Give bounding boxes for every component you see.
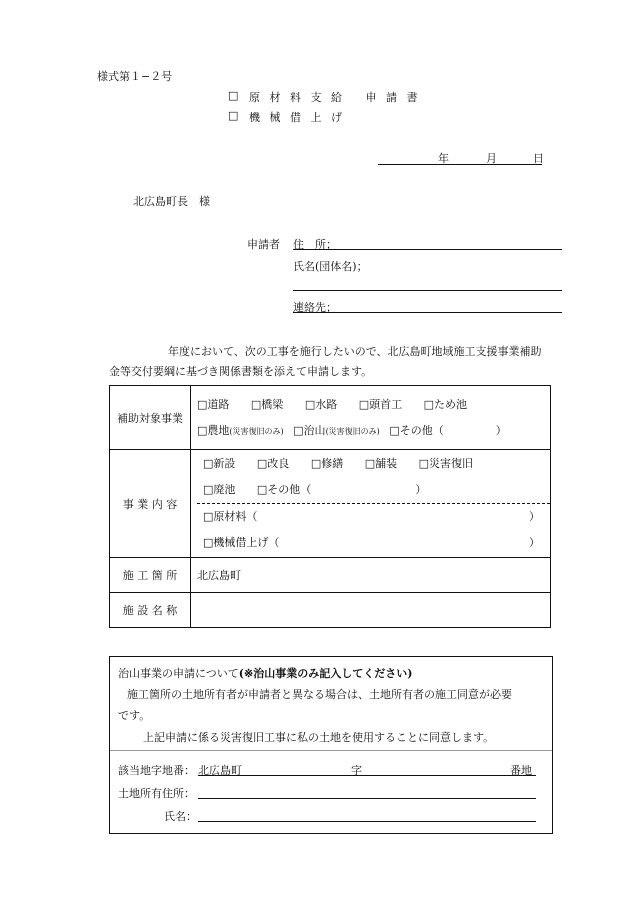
checkbox-content-other[interactable]: □その他（	[256, 483, 312, 496]
machinery-close: ）	[529, 536, 540, 549]
owner-address-label: 土地所有住所：	[118, 787, 195, 800]
addressee: 北広島町長 様	[133, 195, 210, 208]
checkbox-repair[interactable]: □修繕	[310, 457, 344, 470]
address-field[interactable]	[293, 236, 562, 250]
date-day: 日	[533, 152, 544, 165]
owner-name-label: 氏名：	[164, 810, 197, 823]
lot-label: 該当地字地番：	[118, 764, 195, 777]
subsidy-row1	[197, 392, 550, 418]
checkbox-pave[interactable]: □舗装	[364, 457, 398, 470]
checkbox-forest[interactable]: □治山	[293, 423, 326, 437]
checkbox-waterway[interactable]: □水路	[304, 397, 338, 411]
facility-value[interactable]	[191, 593, 551, 628]
content-other-close: ）	[415, 483, 427, 496]
forest-note: (災害復旧のみ)	[325, 426, 380, 436]
machinery-row	[197, 530, 550, 556]
applicant-label: 申請者	[247, 238, 280, 251]
content-label: 事 業 内 容	[110, 450, 191, 558]
location-value[interactable]: 北広島町	[191, 558, 551, 593]
materials-row	[197, 504, 550, 530]
mountain-heading-note: (※治山事業のみ記入してください)	[238, 667, 413, 680]
subsidy-options	[191, 386, 551, 450]
location-label: 施 工 箇 所	[110, 558, 191, 593]
date-year: 年	[438, 152, 449, 165]
forest-consent-box	[109, 656, 553, 834]
subsidy-row2	[197, 418, 550, 444]
contact-label: 連絡先；	[293, 301, 337, 314]
checkbox-headworks[interactable]: □頭首工	[358, 397, 403, 411]
facility-label: 施 設 名 称	[110, 593, 191, 628]
mountain-heading	[118, 665, 412, 681]
lot-banchi: 番地	[510, 764, 532, 777]
owner-address-field[interactable]	[198, 785, 536, 799]
intro-line1: 年度において、次の工事を施行したいので、北広島町地域施工支援事業補助	[168, 345, 542, 358]
subsidy-label: 補助対象事業	[110, 386, 191, 450]
consent-divider	[110, 750, 552, 751]
mountain-heading-text: 治山事業の申請について	[118, 667, 239, 680]
contact-field[interactable]	[293, 299, 562, 313]
farmland-note: (災害復旧のみ)	[229, 426, 284, 436]
application-table	[109, 385, 551, 628]
lot-town: 北広島町	[198, 764, 242, 777]
checkbox-materials[interactable]: □原材料（	[203, 510, 258, 523]
content-options	[191, 450, 551, 558]
checkbox-abolish[interactable]: □廃池	[203, 483, 236, 496]
name-label: 氏名(団体名)；	[293, 260, 368, 273]
date-month: 月	[486, 152, 497, 165]
intro-line2: 金等交付要綱に基づき関係書類を添えて申請します。	[109, 365, 373, 378]
materials-close: ）	[529, 510, 540, 523]
mountain-text2: です。	[118, 709, 151, 722]
mountain-text1: 施工箇所の土地所有者が申請者と異なる場合は、土地所有者の施工同意が必要	[127, 688, 512, 701]
checkbox-materials-title[interactable]: □	[228, 89, 239, 102]
checkbox-subsidy-other[interactable]: □その他（	[389, 423, 444, 437]
checkbox-disaster[interactable]: □災害復旧	[418, 457, 474, 470]
lot-aza: 字	[351, 764, 362, 777]
consent-text: 上記申請に係る災害復旧工事に私の土地を使用することに同意します。	[143, 731, 495, 744]
form-number: 様式第１−２号	[97, 70, 173, 83]
checkbox-improve[interactable]: □改良	[256, 457, 290, 470]
checkbox-machinery-title[interactable]: □	[228, 109, 239, 122]
checkbox-bridge[interactable]: □橋梁	[250, 397, 284, 411]
date-field[interactable]	[378, 150, 542, 165]
owner-name-field[interactable]	[198, 808, 536, 822]
subsidy-other-close: ）	[495, 423, 507, 437]
content-row1	[197, 451, 550, 477]
name-field[interactable]	[293, 280, 562, 291]
title-materials: 原 材 料 支 給 申 請 書	[249, 91, 421, 104]
address-label: 住 所；	[293, 238, 337, 251]
checkbox-new[interactable]: □新設	[203, 457, 236, 470]
lot-field[interactable]	[198, 762, 536, 776]
checkbox-road[interactable]: □道路	[197, 397, 230, 411]
checkbox-farmland[interactable]: □農地	[197, 423, 230, 437]
title-machinery: 機 械 借 上 げ	[249, 111, 345, 124]
content-row2	[197, 477, 550, 503]
checkbox-machinery[interactable]: □機械借上げ（	[203, 536, 280, 549]
checkbox-reservoir[interactable]: □ため池	[423, 397, 468, 411]
